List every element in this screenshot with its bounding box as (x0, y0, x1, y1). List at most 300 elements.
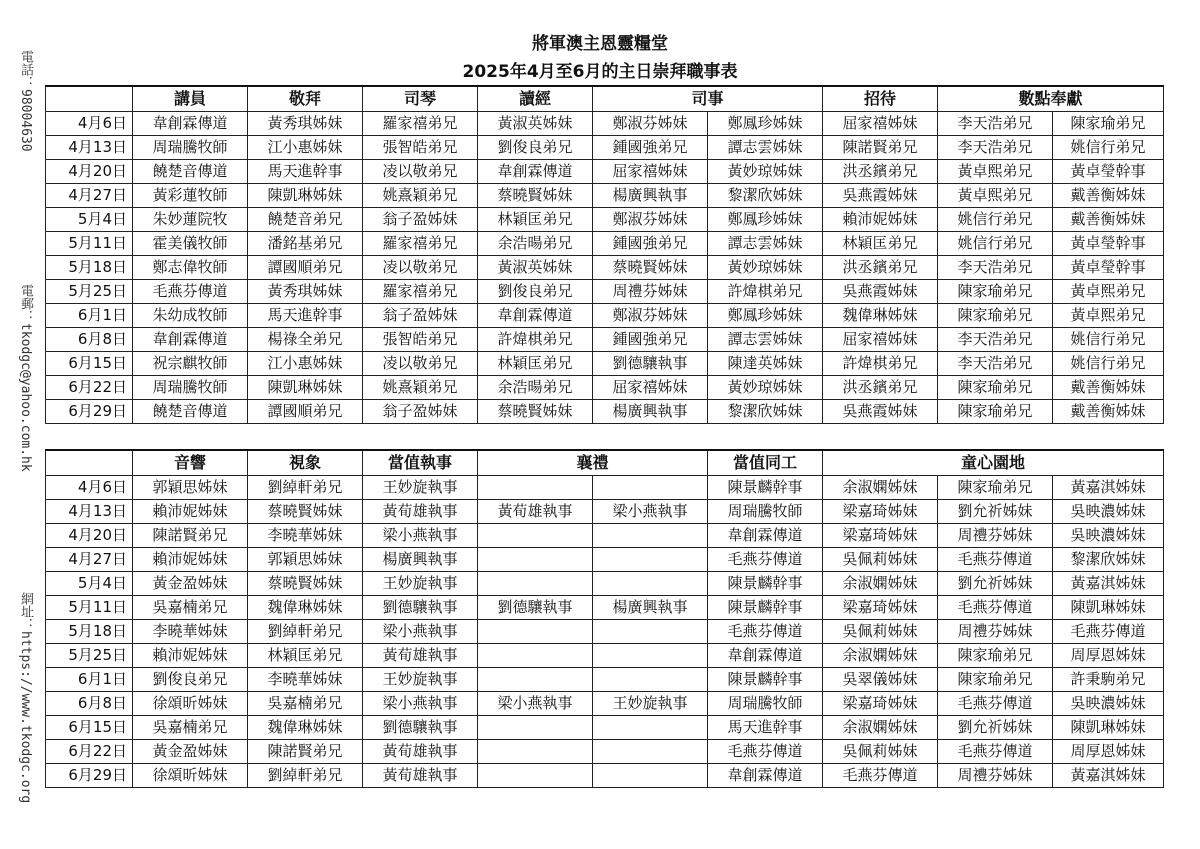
table-row (46, 668, 1164, 692)
table-cell: 朱幼成牧師 (133, 304, 248, 328)
header-cell: 司琴 (363, 86, 478, 112)
table-cell: 蔡曉賢姊妹 (248, 500, 363, 524)
table-cell (478, 644, 593, 668)
table-cell: 翁子盈姊妹 (363, 304, 478, 328)
table-cell: 李天浩弟兄 (938, 256, 1053, 280)
table-cell: 毛燕芬傳道 (708, 740, 823, 764)
table-cell: 黃秀琪姊妹 (248, 112, 363, 136)
table-cell: 劉綽軒弟兄 (248, 620, 363, 644)
table-cell: 陳家瑜弟兄 (938, 644, 1053, 668)
table-cell: 余淑嫻姊妹 (823, 572, 938, 596)
side-email: 電郵：tkodgc@yahoo.com.hk (18, 284, 33, 472)
table-cell: 周禮芬姊妹 (938, 764, 1053, 788)
table-cell: 梁小燕執事 (363, 620, 478, 644)
table-cell: 洪丞鑌弟兄 (823, 376, 938, 400)
table-row (46, 476, 1164, 500)
table-cell: 吳映濃姊妹 (1053, 692, 1164, 716)
table-cell: 王妙旋執事 (363, 572, 478, 596)
table-cell: 黃卓熙弟兄 (1053, 280, 1164, 304)
header-cell: 音響 (133, 450, 248, 476)
date-cell: 4月13日 (46, 500, 133, 524)
table-cell: 黃妙琼姊妹 (708, 376, 823, 400)
table-cell: 周厚恩姊妹 (1053, 644, 1164, 668)
table-cell: 凌以敬弟兄 (363, 160, 478, 184)
date-cell: 5月25日 (46, 280, 133, 304)
table-cell: 許煒棋弟兄 (823, 352, 938, 376)
table-cell (593, 644, 708, 668)
table-cell: 譚志雲姊妹 (708, 232, 823, 256)
table-cell: 梁嘉琦姊妹 (823, 596, 938, 620)
table-cell: 鄭鳳珍姊妹 (708, 304, 823, 328)
table-cell: 陳家瑜弟兄 (1053, 112, 1164, 136)
table-cell: 劉俊良弟兄 (478, 280, 593, 304)
table-cell (478, 548, 593, 572)
table-cell: 黃荀雄執事 (363, 740, 478, 764)
table-cell: 毛燕芬傳道 (133, 280, 248, 304)
date-cell: 6月1日 (46, 668, 133, 692)
table-row (46, 596, 1164, 620)
table-cell: 韋創霖傳道 (478, 304, 593, 328)
header-cell-date (46, 86, 133, 112)
table-cell: 馬天進幹事 (708, 716, 823, 740)
header-cell: 講員 (133, 86, 248, 112)
table-cell (593, 668, 708, 692)
table-cell: 譚國順弟兄 (248, 400, 363, 424)
table-cell: 劉德驤執事 (478, 596, 593, 620)
table-cell: 姚信行弟兄 (1053, 328, 1164, 352)
table-cell: 陳諾賢弟兄 (823, 136, 938, 160)
table-cell: 譚國順弟兄 (248, 256, 363, 280)
header-cell: 數點奉獻 (938, 86, 1164, 112)
table-cell: 霍美儀牧師 (133, 232, 248, 256)
table-cell: 韋創霖傳道 (708, 764, 823, 788)
table-cell: 戴善衡姊妹 (1053, 208, 1164, 232)
table-cell (593, 476, 708, 500)
table-cell: 劉綽軒弟兄 (248, 764, 363, 788)
table-cell: 周禮芬姊妹 (938, 524, 1053, 548)
table-cell: 鄭淑芬姊妹 (593, 304, 708, 328)
table-cell: 譚志雲姊妹 (708, 136, 823, 160)
table-cell: 賴沛妮姊妹 (133, 500, 248, 524)
table-row (46, 644, 1164, 668)
table-row (46, 184, 1164, 208)
table-cell: 翁子盈姊妹 (363, 208, 478, 232)
table-cell: 梁小燕執事 (363, 524, 478, 548)
table-cell: 黃金盈姊妹 (133, 740, 248, 764)
table-cell: 黃荀雄執事 (363, 644, 478, 668)
table-cell: 陳景麟幹事 (708, 596, 823, 620)
table-cell: 賴沛妮姊妹 (823, 208, 938, 232)
table-cell: 陳凱琳姊妹 (248, 184, 363, 208)
table-cell: 李曉華姊妹 (248, 668, 363, 692)
table-cell (478, 524, 593, 548)
date-cell: 5月18日 (46, 256, 133, 280)
table-cell (478, 572, 593, 596)
table-cell: 徐頌昕姊妹 (133, 692, 248, 716)
table-cell: 陳景麟幹事 (708, 572, 823, 596)
table-cell: 李曉華姊妹 (248, 524, 363, 548)
table-cell: 黃淑英姊妹 (478, 112, 593, 136)
table-cell: 韋創霖傳道 (478, 160, 593, 184)
table-cell: 饒楚音弟兄 (248, 208, 363, 232)
date-cell: 4月20日 (46, 524, 133, 548)
table-cell: 洪丞鑌弟兄 (823, 256, 938, 280)
table-cell: 李天浩弟兄 (938, 136, 1053, 160)
table-cell (478, 740, 593, 764)
date-cell: 4月27日 (46, 548, 133, 572)
table-cell: 周厚恩姊妹 (1053, 740, 1164, 764)
roster-table-bottom (45, 449, 1164, 788)
table-cell: 楊廣興執事 (593, 184, 708, 208)
table-row (46, 740, 1164, 764)
header-cell: 視象 (248, 450, 363, 476)
table-cell: 黃卓瑩幹事 (1053, 232, 1164, 256)
header-cell: 讀經 (478, 86, 593, 112)
table-cell: 劉德驤執事 (593, 352, 708, 376)
page-title: 將軍澳主恩靈糧堂 (532, 34, 668, 54)
table-cell: 劉德驤執事 (363, 596, 478, 620)
table-cell: 王妙旋執事 (363, 476, 478, 500)
table-cell: 吳嘉楠弟兄 (133, 716, 248, 740)
table-cell (593, 572, 708, 596)
table-cell: 吳佩莉姊妹 (823, 620, 938, 644)
table-cell: 陳家瑜弟兄 (938, 304, 1053, 328)
header-cell: 當值執事 (363, 450, 478, 476)
table-cell: 陳家瑜弟兄 (938, 376, 1053, 400)
header-cell: 招待 (823, 86, 938, 112)
table-cell: 王妙旋執事 (593, 692, 708, 716)
table-cell: 韋創霖傳道 (133, 112, 248, 136)
table-cell: 屈家禧姊妹 (593, 160, 708, 184)
table-cell: 鍾國強弟兄 (593, 136, 708, 160)
table-cell: 余淑嫻姊妹 (823, 644, 938, 668)
table-cell: 王妙旋執事 (363, 668, 478, 692)
table-cell: 毛燕芬傳道 (708, 620, 823, 644)
table-cell (593, 716, 708, 740)
table-cell (593, 620, 708, 644)
table-cell: 林穎匡弟兄 (248, 644, 363, 668)
date-cell: 6月1日 (46, 304, 133, 328)
table-cell: 魏偉琳姊妹 (248, 716, 363, 740)
table-cell: 毛燕芬傳道 (1053, 620, 1164, 644)
table-cell: 黃荀雄執事 (363, 764, 478, 788)
table-cell: 陳諾賢弟兄 (248, 740, 363, 764)
table-cell: 羅家禧弟兄 (363, 232, 478, 256)
table-cell: 姚熹穎弟兄 (363, 184, 478, 208)
table-row (46, 232, 1164, 256)
table-cell: 毛燕芬傳道 (708, 548, 823, 572)
table-cell: 周禮芬姊妹 (938, 620, 1053, 644)
table-row (46, 692, 1164, 716)
table-cell: 許秉駒弟兄 (1053, 668, 1164, 692)
date-cell: 4月13日 (46, 136, 133, 160)
table-cell: 鄭淑芬姊妹 (593, 208, 708, 232)
table-cell: 黎潔欣姊妹 (1053, 548, 1164, 572)
table-cell (593, 740, 708, 764)
table-cell: 朱妙蓮院牧 (133, 208, 248, 232)
table-cell: 鄭鳳珍姊妹 (708, 208, 823, 232)
table-cell: 馬天進幹事 (248, 160, 363, 184)
table-row (46, 136, 1164, 160)
table-cell (593, 548, 708, 572)
table-cell: 吳映濃姊妹 (1053, 524, 1164, 548)
date-cell: 5月18日 (46, 620, 133, 644)
date-cell: 4月6日 (46, 112, 133, 136)
table-row (46, 352, 1164, 376)
table-cell: 楊廣興執事 (363, 548, 478, 572)
table-cell: 吳燕霞姊妹 (823, 184, 938, 208)
table-cell: 林穎匡弟兄 (823, 232, 938, 256)
table-cell: 陳諾賢弟兄 (133, 524, 248, 548)
table-cell: 林穎匡弟兄 (478, 208, 593, 232)
table-cell: 劉允祈姊妹 (938, 716, 1053, 740)
table-row (46, 620, 1164, 644)
table-cell: 陳凱琳姊妹 (1053, 596, 1164, 620)
table-cell: 毛燕芬傳道 (938, 740, 1053, 764)
table-cell: 陳家瑜弟兄 (938, 476, 1053, 500)
table-cell: 江小惠姊妹 (248, 352, 363, 376)
table-cell (478, 716, 593, 740)
table-row (46, 208, 1164, 232)
table-row (46, 280, 1164, 304)
table-cell: 姚信行弟兄 (1053, 352, 1164, 376)
table-cell: 黃嘉淇姊妹 (1053, 764, 1164, 788)
table-cell: 楊廣興執事 (593, 596, 708, 620)
table-cell: 姚信行弟兄 (1053, 136, 1164, 160)
table-cell: 周禮芬姊妹 (593, 280, 708, 304)
date-cell: 5月25日 (46, 644, 133, 668)
table-cell: 黃荀雄執事 (478, 500, 593, 524)
table-cell: 屈家禧姊妹 (823, 112, 938, 136)
table-cell: 劉俊良弟兄 (478, 136, 593, 160)
table-cell: 吳嘉楠弟兄 (133, 596, 248, 620)
header-cell: 敬拜 (248, 86, 363, 112)
roster-table-top (45, 85, 1164, 424)
table-cell: 陳景麟幹事 (708, 668, 823, 692)
table-row (46, 400, 1164, 424)
table-row (46, 160, 1164, 184)
table-cell: 余浩暘弟兄 (478, 376, 593, 400)
table-cell: 凌以敬弟兄 (363, 256, 478, 280)
table-cell: 鍾國強弟兄 (593, 232, 708, 256)
header-cell-date (46, 450, 133, 476)
table-cell: 饒楚音傳道 (133, 160, 248, 184)
table-cell: 陳家瑜弟兄 (938, 400, 1053, 424)
table-cell: 吳燕霞姊妹 (823, 400, 938, 424)
table-cell: 吳嘉楠弟兄 (248, 692, 363, 716)
table-cell: 陳家瑜弟兄 (938, 668, 1053, 692)
table-cell: 許煒棋弟兄 (708, 280, 823, 304)
table-cell: 許煒棋弟兄 (478, 328, 593, 352)
table-cell: 陳凱琳姊妹 (248, 376, 363, 400)
table-cell: 戴善衡姊妹 (1053, 376, 1164, 400)
table-cell: 吳燕霞姊妹 (823, 280, 938, 304)
table-cell: 戴善衡姊妹 (1053, 184, 1164, 208)
table-cell (593, 524, 708, 548)
table-cell: 黃彩蓮牧師 (133, 184, 248, 208)
table-cell: 魏偉琳姊妹 (823, 304, 938, 328)
table-cell: 毛燕芬傳道 (823, 764, 938, 788)
date-cell: 6月22日 (46, 740, 133, 764)
table-cell: 黃卓熙弟兄 (938, 184, 1053, 208)
table-cell (593, 764, 708, 788)
table-cell (478, 764, 593, 788)
table-cell: 余淑嫻姊妹 (823, 476, 938, 500)
table-row (46, 524, 1164, 548)
table-cell: 吳佩莉姊妹 (823, 740, 938, 764)
table-cell: 陳家瑜弟兄 (938, 280, 1053, 304)
table-cell: 梁嘉琦姊妹 (823, 500, 938, 524)
page-subtitle: 2025年4月至6月的主日崇拜職事表 (462, 62, 738, 82)
table-row (46, 764, 1164, 788)
table-row (46, 376, 1164, 400)
header-cell: 當值同工 (708, 450, 823, 476)
table-row (46, 500, 1164, 524)
date-cell: 5月11日 (46, 596, 133, 620)
table-cell: 黃妙琼姊妹 (708, 256, 823, 280)
table-row (46, 548, 1164, 572)
table-cell: 梁嘉琦姊妹 (823, 692, 938, 716)
table-cell: 韋創霖傳道 (133, 328, 248, 352)
date-cell: 4月27日 (46, 184, 133, 208)
table-cell: 戴善衡姊妹 (1053, 400, 1164, 424)
table-cell: 凌以敬弟兄 (363, 352, 478, 376)
table-cell: 李曉華姊妹 (133, 620, 248, 644)
table-cell: 黃秀琪姊妹 (248, 280, 363, 304)
table-row (46, 716, 1164, 740)
table-cell: 黎潔欣姊妹 (708, 184, 823, 208)
header-cell: 襄禮 (478, 450, 708, 476)
table-cell: 陳達英姊妹 (708, 352, 823, 376)
table-cell: 羅家禧弟兄 (363, 112, 478, 136)
table-row (46, 572, 1164, 596)
side-web: 網址：https://www.tkodgc.org (18, 592, 33, 804)
table-cell: 黃卓瑩幹事 (1053, 160, 1164, 184)
table-cell (478, 476, 593, 500)
table-cell: 劉德驤執事 (363, 716, 478, 740)
table-cell: 蔡曉賢姊妹 (478, 400, 593, 424)
header-cell: 童心園地 (823, 450, 1164, 476)
table-cell: 馬天進幹事 (248, 304, 363, 328)
table-cell: 劉允祈姊妹 (938, 500, 1053, 524)
table-cell: 李天浩弟兄 (938, 352, 1053, 376)
side-phone: 電話：98004630 (18, 50, 33, 152)
table-cell: 郭穎思姊妹 (248, 548, 363, 572)
table-cell: 黃嘉淇姊妹 (1053, 572, 1164, 596)
header-row (46, 86, 1164, 112)
date-cell: 4月6日 (46, 476, 133, 500)
header-cell: 司事 (593, 86, 823, 112)
table-cell: 翁子盈姊妹 (363, 400, 478, 424)
table-cell: 姚熹穎弟兄 (363, 376, 478, 400)
table-cell: 黃卓熙弟兄 (1053, 304, 1164, 328)
table-cell: 黃妙琼姊妹 (708, 160, 823, 184)
table-cell: 韋創霖傳道 (708, 524, 823, 548)
table-cell: 姚信行弟兄 (938, 232, 1053, 256)
table-cell: 洪丞鑌弟兄 (823, 160, 938, 184)
table-cell: 黃嘉淇姊妹 (1053, 476, 1164, 500)
table-cell: 毛燕芬傳道 (938, 596, 1053, 620)
table-cell: 譚志雲姊妹 (708, 328, 823, 352)
table-cell: 余浩暘弟兄 (478, 232, 593, 256)
table-cell (478, 620, 593, 644)
table-cell: 楊廣興執事 (593, 400, 708, 424)
table-row (46, 112, 1164, 136)
table-cell: 屈家禧姊妹 (593, 376, 708, 400)
table-cell: 饒楚音傳道 (133, 400, 248, 424)
date-cell: 4月20日 (46, 160, 133, 184)
table-cell: 黃荀雄執事 (363, 500, 478, 524)
table-cell: 林穎匡弟兄 (478, 352, 593, 376)
date-cell: 5月11日 (46, 232, 133, 256)
table-cell: 張智皓弟兄 (363, 328, 478, 352)
table-cell: 賴沛妮姊妹 (133, 548, 248, 572)
table-cell: 黃金盈姊妹 (133, 572, 248, 596)
table-cell: 蔡曉賢姊妹 (248, 572, 363, 596)
date-cell: 6月22日 (46, 376, 133, 400)
header-row (46, 450, 1164, 476)
table-cell: 李天浩弟兄 (938, 328, 1053, 352)
table-cell: 潘銘基弟兄 (248, 232, 363, 256)
table-cell: 羅家禧弟兄 (363, 280, 478, 304)
table-row (46, 328, 1164, 352)
table-cell: 鄭淑芬姊妹 (593, 112, 708, 136)
table-cell: 周瑞騰牧師 (133, 136, 248, 160)
table-cell: 周瑞騰牧師 (708, 500, 823, 524)
date-cell: 6月29日 (46, 764, 133, 788)
table-cell: 劉綽軒弟兄 (248, 476, 363, 500)
date-cell: 5月4日 (46, 572, 133, 596)
table-cell (478, 668, 593, 692)
table-cell: 黎潔欣姊妹 (708, 400, 823, 424)
table-cell: 吳映濃姊妹 (1053, 500, 1164, 524)
table-cell: 蔡曉賢姊妹 (478, 184, 593, 208)
date-cell: 6月15日 (46, 716, 133, 740)
table-cell: 劉俊良弟兄 (133, 668, 248, 692)
table-cell: 劉允祈姊妹 (938, 572, 1053, 596)
table-cell: 鄭鳳珍姊妹 (708, 112, 823, 136)
table-cell: 賴沛妮姊妹 (133, 644, 248, 668)
table-cell: 魏偉琳姊妹 (248, 596, 363, 620)
table-cell: 梁小燕執事 (478, 692, 593, 716)
table-cell: 蔡曉賢姊妹 (593, 256, 708, 280)
table-cell: 吳佩莉姊妹 (823, 548, 938, 572)
table-cell: 吳翠儀姊妹 (823, 668, 938, 692)
table-cell: 陳凱琳姊妹 (1053, 716, 1164, 740)
table-cell: 黃卓熙弟兄 (938, 160, 1053, 184)
table-cell: 余淑嫻姊妹 (823, 716, 938, 740)
date-cell: 6月15日 (46, 352, 133, 376)
table-cell: 祝宗麒牧師 (133, 352, 248, 376)
table-cell: 梁小燕執事 (593, 500, 708, 524)
table-cell: 屈家禧姊妹 (823, 328, 938, 352)
date-cell: 5月4日 (46, 208, 133, 232)
table-row (46, 304, 1164, 328)
table-cell: 鍾國強弟兄 (593, 328, 708, 352)
table-cell: 毛燕芬傳道 (938, 548, 1053, 572)
table-cell: 黃淑英姊妹 (478, 256, 593, 280)
table-cell: 姚信行弟兄 (938, 208, 1053, 232)
table-cell: 周瑞騰牧師 (708, 692, 823, 716)
table-row (46, 256, 1164, 280)
table-cell: 鄭志偉牧師 (133, 256, 248, 280)
table-cell: 楊祿全弟兄 (248, 328, 363, 352)
table-cell: 江小惠姊妹 (248, 136, 363, 160)
table-cell: 黃卓瑩幹事 (1053, 256, 1164, 280)
table-cell: 周瑞騰牧師 (133, 376, 248, 400)
date-cell: 6月8日 (46, 692, 133, 716)
table-cell: 陳景麟幹事 (708, 476, 823, 500)
